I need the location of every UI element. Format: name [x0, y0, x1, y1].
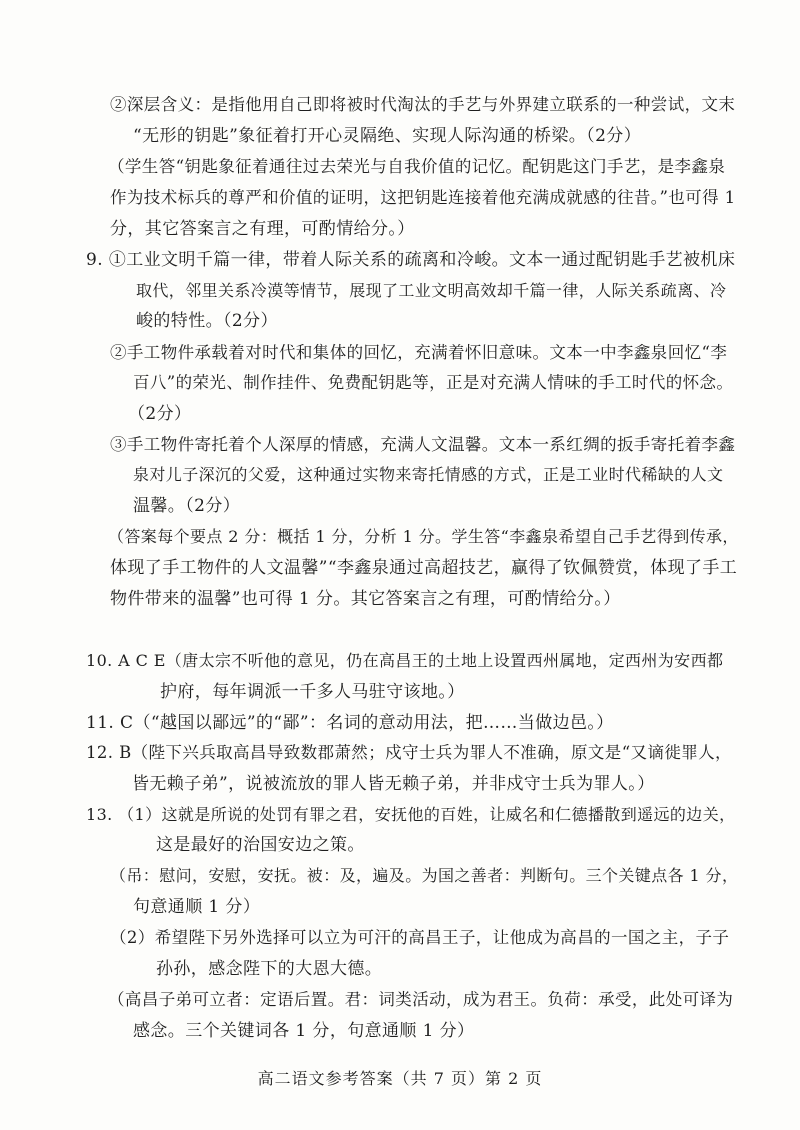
text-line: 孙孙，感念陛下的大恩大德。 — [156, 959, 383, 979]
text-line: 感念。三个关键词各 1 分，句意通顺 1 分） — [133, 1021, 475, 1041]
text-line: （吊：慰问，安慰，安抚。被：及，遍及。为国之善者：判断句。三个关键点各 1 分， — [110, 866, 739, 885]
text-line: 百八”的荣光、制作挂件、免费配钥匙等，正是对充满人情味的手工时代的怀念。 — [133, 373, 734, 392]
text-line: （答案每个要点 2 分：概括 1 分，分析 1 分。学生答“李鑫泉希望自己手艺得到传承， — [108, 527, 739, 546]
text-line: 峻的特性。（2分） — [136, 311, 278, 331]
question-11: 11. C（“越国以鄙远”的“鄙”：名词的意动用法，把……当做边邑。） — [86, 713, 614, 733]
text-line: 体现了手工物件的人文温馨”“李鑫泉通过高超技艺，赢得了钦佩赞赏，体现了手工 — [110, 558, 738, 578]
text-line: （2分） — [128, 404, 192, 424]
text-line: 泉对儿子深沉的父爱，这种通过实物来寄托情感的方式，正是工业时代稀缺的人文 — [133, 465, 724, 484]
text-line: ③手工物件寄托着个人深厚的情感，充满人文温馨。文本一系红绸的扳手寄托着李鑫 — [110, 435, 736, 454]
question-12: 12. B（陛下兴兵取高昌导致数郡萧然；戍守士兵为罪人不准确，原文是“又谪徙罪人， — [86, 743, 732, 762]
text-line: ②深层含义：是指他用自己即将被时代淘汰的手艺与外界建立联系的一种尝试，文末 — [110, 95, 736, 114]
text-line: 皆无赖子弟”，说被流放的罪人皆无赖子弟，并非戍守士兵为罪人。） — [132, 774, 655, 794]
text-line: 这是最好的治国安边之策。 — [156, 835, 365, 855]
page-footer: 高二语文参考答案（共 7 页）第 2 页 — [257, 1069, 543, 1088]
text-line: （高昌子弟可立者：定语后置。君：词类活动，成为君王。负荷：承受，此处可译为 — [108, 990, 734, 1009]
text-line: 句意通顺 1 分） — [133, 897, 261, 917]
text-line: 取代，邻里关系冷漠等情节，展现了工业文明高效却千篇一律，人际关系疏离、冷 — [136, 281, 727, 300]
text-line: 分，其它答案言之有理，可酌情给分。） — [110, 219, 415, 239]
text-line: ②手工物件承载着对时代和集体的回忆，充满着怀旧意味。文本一中李鑫泉回忆“李 — [110, 343, 728, 362]
text-line: “无形的钥匙”象征着打开心灵隔绝、实现人际沟通的桥梁。（2分） — [133, 126, 642, 146]
question-9: 9. ①工业文明千篇一律，带着人际关系的疏离和冷峻。文本一通过配钥匙手艺被机床 — [86, 250, 736, 270]
text-line: 物件带来的温馨”也可得 1 分。其它答案言之有理，可酌情给分。） — [110, 589, 621, 609]
text-line: （2）希望陛下另外选择可以立为可汗的高昌王子，让他成为高昌的一国之主，子子 — [110, 928, 730, 947]
question-10: 10. A C E（唐太宗不听他的意见，仍在高昌王的土地上设置西州属地，定西州为安西都 — [86, 651, 724, 670]
text-line: （学生答“钥匙象征着通往过去荣光与自我价值的记忆。配钥匙这门手艺，是李鑫泉 — [108, 157, 726, 176]
text-line: 护府，每年调派一千多人马驻守该地。） — [160, 682, 465, 702]
text-line: 温馨。（2分） — [133, 496, 241, 516]
question-13: 13. （1）这就是所说的处罚有罪之君，安抚他的百姓，让威名和仁德播散到遥远的边关， — [86, 805, 736, 824]
text-line: 作为技术标兵的尊严和价值的证明，这把钥匙连接着他充满成就感的往昔。”也可得 1 — [110, 188, 736, 207]
